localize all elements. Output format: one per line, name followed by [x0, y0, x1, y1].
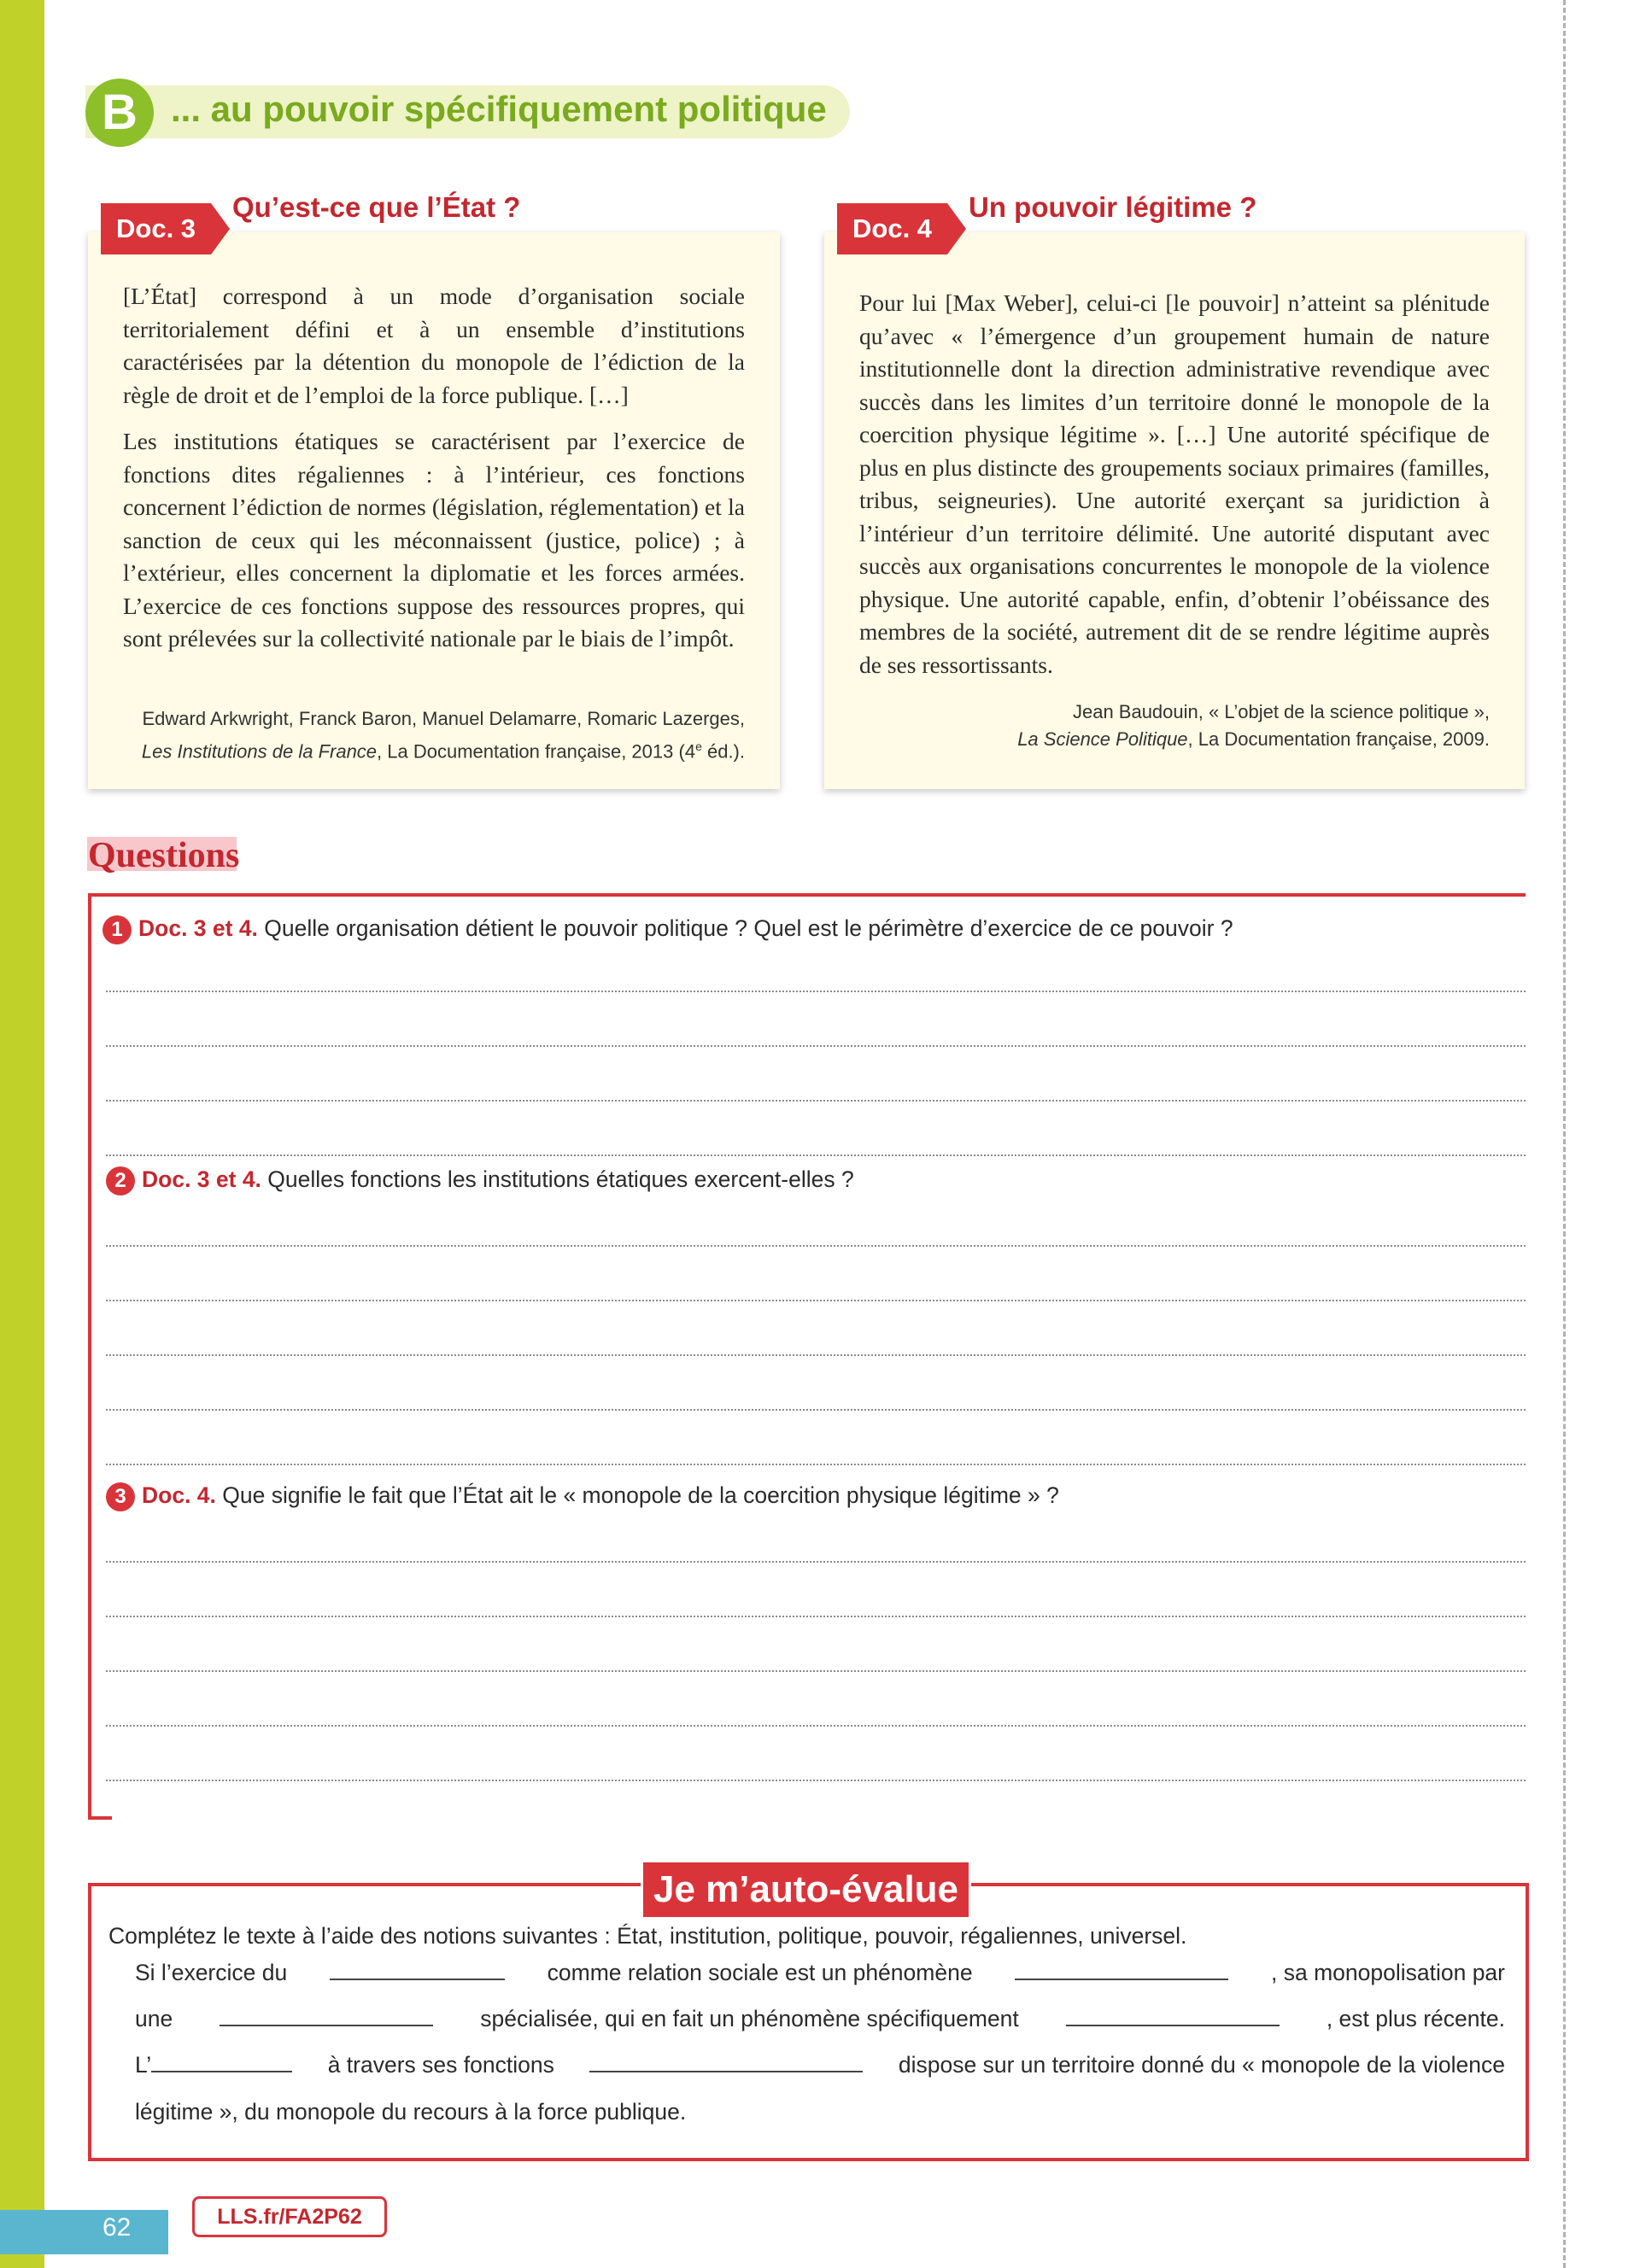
- blank-field[interactable]: [220, 2004, 433, 2026]
- fill-in-line-1: [135, 1955, 1505, 1990]
- fill-text: dispose sur un territoire donné du « monopole de la violence: [898, 2052, 1505, 2078]
- answer-line[interactable]: [106, 1045, 1526, 1047]
- doc3-heading: Qu’est-ce que l’État ?: [232, 191, 521, 223]
- section-title: ... au pouvoir spécifiquement politique: [171, 89, 827, 129]
- doc4-heading: Un pouvoir légitime ?: [969, 191, 1257, 223]
- question-text: Quelles fonctions les institutions étatiques exercent-elles ?: [261, 1166, 854, 1192]
- doc3-source-edition: éd.).: [701, 740, 745, 763]
- doc3-paragraph: Les institutions étatiques se caractérisent par l’exercice de fonctions dites régaliennes : à l’intérieur, ces fonctions concernent l’édiction de normes (législation, réglementation) et la sanction de ceux qui les méconnaissent (justice, police) ; à l’extérieur, elles concernent la diplomatie et les forces armées. L’exercice de ces fonctions suppose des ressources propres, qui sont prélevées sur la collectivité nationale par le biais de l’impôt.: [123, 428, 745, 652]
- answer-line[interactable]: [106, 1154, 1526, 1156]
- answer-line[interactable]: [106, 1561, 1526, 1563]
- doc4-source-publisher: , La Documentation française, 2009.: [1187, 728, 1490, 750]
- doc3-source: [123, 705, 745, 765]
- fill-in-line-2: [135, 2002, 1505, 2036]
- blank-field[interactable]: [589, 2050, 863, 2072]
- fill-text: une: [135, 2006, 173, 2031]
- doc4-paragraph: Pour lui [Max Weber], celui-ci [le pouvoir] n’atteint sa plénitude qu’avec « l’émergence d’un groupement humain de nature institutionnelle dont la direction administrative revendique avec succès dans les limites d’un territoire donné le monopole de la coercition physique légitime ». […] Une autorité spécifique de plus en plus distincte des groupements sociaux primaires (familles, tribus, seigneuries). Une autorité exerçant sa juridiction à l’intérieur d’un territoire délimité. Une autorité disputant avec succès aux organisations concurrentes le monopole de la violence physique. Une autorité capable, enfin, d’obtenir l’obéissance des membres de la société, autrement dit de se rendre légitime auprès de ses ressortissants.: [859, 289, 1490, 678]
- answer-line[interactable]: [106, 1670, 1526, 1672]
- answer-line[interactable]: [106, 1100, 1526, 1102]
- doc4-source: [859, 699, 1490, 753]
- self-evaluation-instructions: Complétez le texte à l’aide des notions suivantes : État, institution, politique, pouvoir, régaliennes, universel.: [108, 1923, 1187, 1949]
- doc4-text: [859, 287, 1490, 695]
- doc4-source-title: La Science Politique: [1017, 728, 1188, 750]
- question-number-badge: 3: [106, 1482, 135, 1511]
- fill-in-line-3: [135, 2048, 1505, 2082]
- question-doc-ref: Doc. 3 et 4.: [138, 915, 258, 941]
- question-number-badge: 1: [102, 915, 132, 944]
- fill-text: , est plus récente.: [1326, 2006, 1505, 2031]
- answer-line[interactable]: [106, 1616, 1526, 1617]
- fill-text: Si l’exercice du: [135, 1960, 288, 1985]
- answer-line[interactable]: [106, 991, 1526, 992]
- blank-field[interactable]: [1015, 1958, 1228, 1980]
- left-margin-bar: [0, 0, 44, 2268]
- question-doc-ref: Doc. 3 et 4.: [142, 1166, 261, 1192]
- question-1: [102, 915, 1233, 944]
- doc3-source-sup: e: [695, 739, 702, 753]
- answer-line[interactable]: [106, 1464, 1526, 1465]
- fill-text: comme relation sociale est un phénomène: [547, 1960, 973, 1985]
- resource-link[interactable]: LLS.fr/FA2P62: [192, 2196, 387, 2237]
- doc3-text: [123, 280, 745, 669]
- blank-field[interactable]: [330, 1958, 505, 1980]
- doc4-tag: Doc. 4: [837, 203, 947, 254]
- doc3-source-authors: Edward Arkwright, Franck Baron, Manuel Delamarre, Romaric Lazerges,: [142, 708, 745, 729]
- questions-left-rule: [88, 893, 91, 1820]
- blank-field[interactable]: [1066, 2004, 1280, 2026]
- questions-top-rule: [88, 893, 1526, 897]
- question-text: Que signifie le fait que l’État ait le « monopole de la coercition physique légitime » ?: [215, 1482, 1059, 1508]
- answer-line[interactable]: [106, 1409, 1526, 1411]
- blank-field[interactable]: [151, 2050, 292, 2072]
- page-number-bar: [0, 2210, 168, 2254]
- answer-line[interactable]: [106, 1725, 1526, 1727]
- doc3-source-publisher: , La Documentation française, 2013 (4: [377, 740, 696, 763]
- question-text: Quelle organisation détient le pouvoir politique ? Quel est le périmètre d’exercice de ce pouvoir ?: [257, 915, 1233, 941]
- cut-line: [1563, 0, 1566, 2268]
- answer-line[interactable]: [106, 1780, 1526, 1781]
- section-letter-badge: B: [85, 79, 154, 147]
- fill-text: L’: [135, 2052, 152, 2078]
- fill-text: , sa monopolisation par: [1271, 1960, 1505, 1985]
- fill-text: à travers ses fonctions: [327, 2052, 554, 2078]
- question-2: [106, 1166, 854, 1195]
- doc3-paragraph: [L’État] correspond à un mode d’organisation sociale territorialement défini et à un ensemble d’institutions caractérisées par la détention du monopole de l’édiction de la règle de droit et de l’emploi de la force publique. […]: [123, 283, 745, 408]
- fill-group: [135, 2048, 292, 2082]
- doc3-tag: Doc. 3: [101, 203, 211, 254]
- self-evaluation-title: Je m’auto-évalue: [641, 1860, 971, 1920]
- question-number-badge: 2: [106, 1166, 135, 1195]
- page-number: 62: [102, 2213, 132, 2242]
- answer-line[interactable]: [106, 1245, 1526, 1247]
- answer-line[interactable]: [106, 1300, 1526, 1301]
- fill-text: spécialisée, qui en fait un phénomène spécifiquement: [480, 2006, 1019, 2031]
- questions-bottom-rule: [88, 1816, 112, 1820]
- doc3-source-title: Les Institutions de la France: [141, 740, 378, 763]
- answer-line[interactable]: [106, 1354, 1526, 1356]
- question-doc-ref: Doc. 4.: [142, 1482, 216, 1508]
- question-3: [106, 1482, 1059, 1511]
- questions-title: Questions: [88, 836, 240, 875]
- doc4-source-author: Jean Baudouin, « L’objet de la science politique »,: [1072, 701, 1490, 722]
- fill-in-line-4: légitime », du monopole du recours à la force publique.: [135, 2099, 687, 2125]
